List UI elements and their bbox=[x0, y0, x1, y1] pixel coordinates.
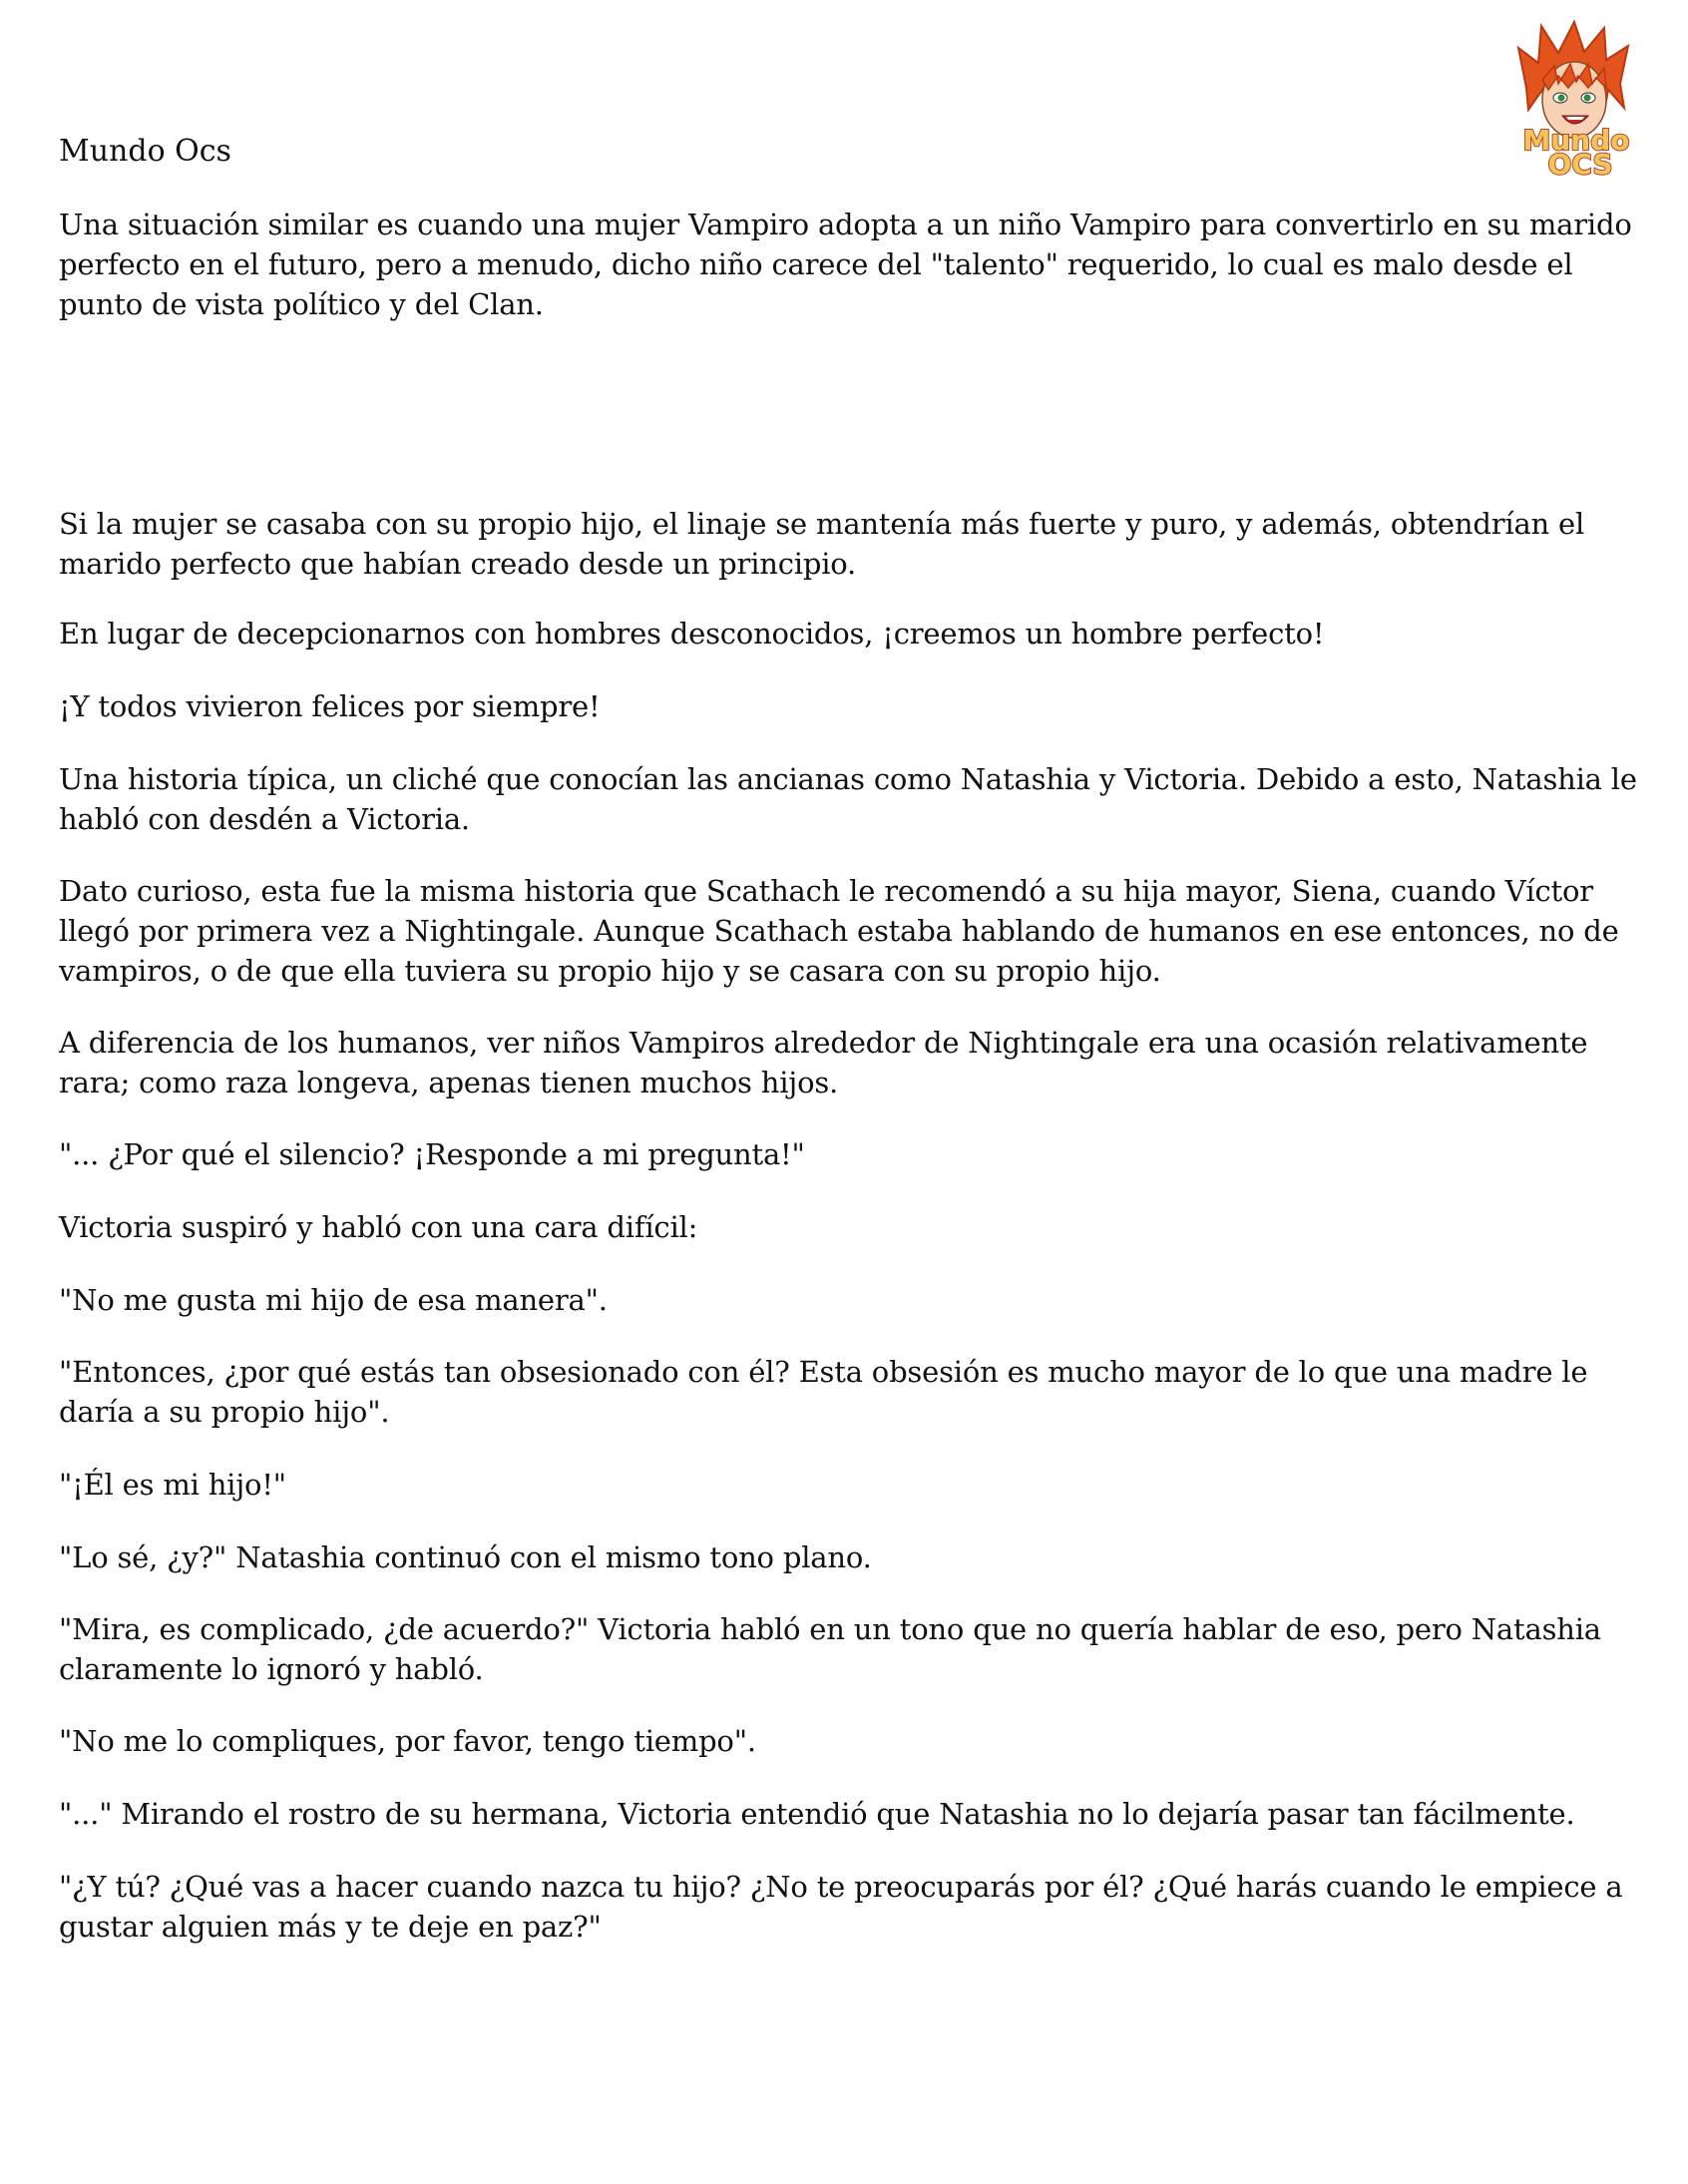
paragraph: "Mira, es complicado, ¿de acuerdo?" Victoria habló en un tono que no quería hablar de eso, pero Natashia claramente lo ignoró y habló. bbox=[59, 1612, 1601, 1686]
paragraph: A diferencia de los humanos, ver niños Vampiros alrededor de Nightingale era una ocasión relativamente rara; como raza longeva, apenas tienen muchos hijos. bbox=[59, 1026, 1588, 1099]
site-header: Mundo Ocs bbox=[59, 134, 231, 169]
paragraph: "¿Y tú? ¿Qué vas a hacer cuando nazca tu hijo? ¿No te preocuparás por él? ¿Qué harás cuando le empiece a gustar alguien más y te deje en paz?" bbox=[59, 1870, 1623, 1944]
paragraph: En lugar de decepcionarnos con hombres desconocidos, ¡creemos un hombre perfecto! bbox=[59, 617, 1325, 651]
paragraph: ¡Y todos vivieron felices por siempre! bbox=[59, 689, 601, 723]
logo-text-ocs: OCS bbox=[1547, 148, 1613, 178]
paragraph: "No me gusta mi hijo de esa manera". bbox=[59, 1283, 608, 1317]
paragraph: Dato curioso, esta fue la misma historia que Scathach le recomendó a su hija mayor, Siena, cuando Víctor llegó por primera vez a Nightingale. Aunque Scathach estaba hablando de humanos en ese entonces, no de vampiros, o de que ella tuviera su propio hijo y se casara con su propio hijo. bbox=[59, 874, 1619, 988]
paragraph: "..." Mirando el rostro de su hermana, Victoria entendió que Natashia no lo dejaría pasar tan fácilmente. bbox=[59, 1797, 1575, 1831]
mundo-ocs-logo-icon bbox=[1496, 18, 1656, 178]
paragraph: "... ¿Por qué el silencio? ¡Responde a mi pregunta!" bbox=[59, 1137, 805, 1171]
paragraph: "No me lo compliques, por favor, tengo tiempo". bbox=[59, 1724, 756, 1758]
paragraph: "¡Él es mi hijo!" bbox=[59, 1468, 286, 1502]
paragraph: Una historia típica, un cliché que conocían las ancianas como Natashia y Victoria. Debido a esto, Natashia le habló con desdén a Victoria. bbox=[59, 762, 1637, 836]
paragraph: "Lo sé, ¿y?" Natashia continuó con el mismo tono plano. bbox=[59, 1540, 872, 1574]
paragraph: "Entonces, ¿por qué estás tan obsesionado con él? Esta obsesión es mucho mayor de lo que una madre le daría a su propio hijo". bbox=[59, 1355, 1588, 1429]
logo-text-mundo: Mundo bbox=[1522, 124, 1630, 157]
paragraph: Una situación similar es cuando una mujer Vampiro adopta a un niño Vampiro para convertirlo en su marido perfecto en el futuro, pero a menudo, dicho niño carece del "talento" requerido, lo cual es malo desde el punto de vista político y del Clan. bbox=[59, 208, 1632, 321]
paragraph: Si la mujer se casaba con su propio hijo, el linaje se mantenía más fuerte y puro, y además, obtendrían el marido perfecto que habían creado desde un principio. bbox=[59, 507, 1585, 581]
paragraph: Victoria suspiró y habló con una cara difícil: bbox=[59, 1210, 698, 1244]
